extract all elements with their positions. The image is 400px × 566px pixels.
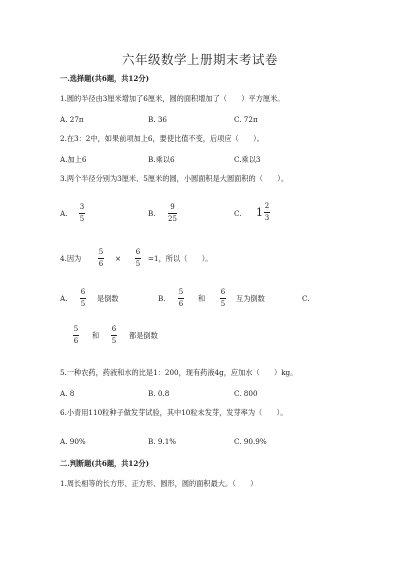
whole-number: 1 [256,206,263,219]
question-3-option-b-fraction [168,204,177,223]
question-3-option-c-mixed-number [256,203,270,222]
question-6-option-c: C. 90.9% [234,437,267,446]
question-4-option-a-text: 是倒数 [97,294,119,303]
question-3-option-a-fraction [79,204,85,223]
question-4-option-b-and: 和 [198,294,206,303]
question-3-text: 3.两个半径分别为3厘米、5厘米的圆，小圆面积是大圆面积的（ ）。 [60,174,289,183]
question-4-option-c-fraction-2: 6 5 [111,325,117,345]
question-6-text: 6.小青用110粒种子做发芽试验，其中10粒未发芽，发芽率为（ ）。 [60,408,288,417]
question-4-option-c-label: C. [302,294,310,303]
question-4-option-b-fraction-1: 5 6 [178,288,184,308]
question-5-option-a: A. 8 [60,389,75,398]
question-4-option-a-fraction: 6 5 [80,288,86,308]
fraction: $\frac{2}{3}$ [264,202,270,222]
question-1-option-b: B. 36 [148,115,167,124]
section-judgement-heading: 二.判断题(共6题，共12分) [60,459,149,468]
question-4-option-c-and: 和 [92,331,100,340]
question-4-option-b-label: B. [158,294,166,303]
question-4-option-c-fraction-1: 5 6 [73,325,79,345]
question-4-prefix: 4.因为 [60,254,82,263]
section-choice-heading: 一.选择题(共6题，共12分) [60,74,149,83]
question-2-option-c: C.乘以3 [234,155,261,164]
judgement-1-text: 1.周长相等的长方形、正方形、圆形，圆的面积最大。（ ） [60,479,258,488]
question-5-option-b: B. 0.8 [148,389,170,398]
numerator: 3 [79,203,85,211]
numerator: 9 [170,203,175,211]
question-6-option-b: B. 9.1% [148,437,177,446]
question-1-text: 1.圆的半径由3厘米增加了6厘米，圆的面积增加了（ ）平方厘米。 [60,94,285,103]
question-3-option-b-label: B. [148,209,156,218]
times-sign: × [115,254,122,263]
question-1-option-c: C. 72π [234,115,258,124]
question-4-option-b-fraction-2: 6 5 [220,288,226,308]
question-4-fraction-1: 5 6 [98,248,104,268]
question-4-option-c-text: 都是倒数 [129,331,158,340]
question-4-option-b-text: 互为倒数 [236,294,265,303]
denominator: 5 [79,215,85,223]
question-6-option-a: A. 90% [60,437,86,446]
question-4-fraction-2: 6 5 [135,248,141,268]
denominator: 25 [168,215,177,223]
page-title: 六年级数学上册期末考试卷 [121,52,278,67]
question-2-text: 2.在3：2中，如果前项加上6，要使比值不变，后项应（ ）。 [60,134,264,143]
question-4-suffix: =1，所以（ ）。 [148,254,213,263]
question-2-option-a: A.加上6 [60,155,87,164]
question-4-option-a-label: A. [60,294,68,303]
question-5-option-c: C. 800 [234,389,258,398]
question-3-option-a-label: A. [60,209,68,218]
question-2-option-b: B.乘以6 [148,155,175,164]
question-3-option-c-label: C. [234,209,242,218]
question-1-option-a: A. 27π [60,115,84,124]
question-5-text: 5.一种农药，药液和水的比是1：200，现有药液4g，应加水（ ）kg。 [60,368,298,377]
